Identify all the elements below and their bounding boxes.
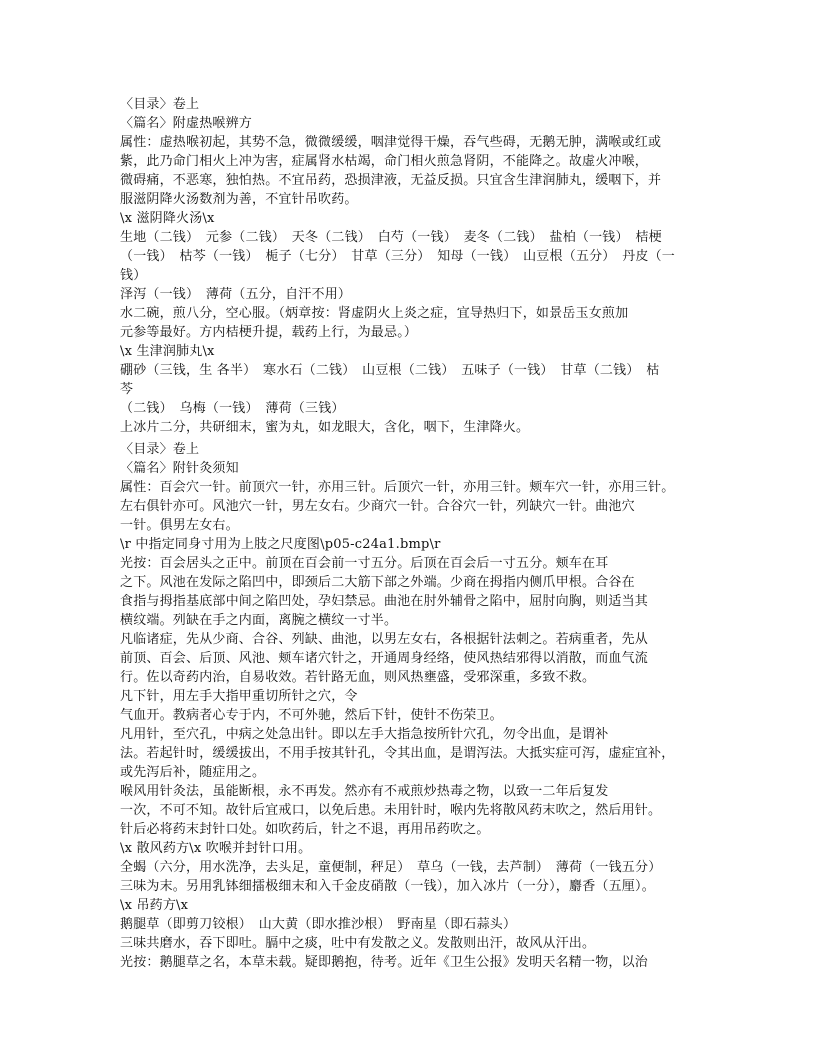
text-line: 一针。俱男左女右。: [120, 518, 239, 533]
text-line: 凡临诸症，先从少商、合谷、列缺、曲池，以男左女右，各根据针法刺之。若病重者，先从: [120, 632, 649, 647]
text-line: 泽泻（一钱） 薄荷（五分，自汗不用）: [120, 287, 352, 302]
text-line: 光按：百会居头之正中。前顶在百会前一寸五分。后顶在百会后一寸五分。颊车在耳: [120, 556, 609, 571]
text-line: （二钱） 乌梅（一钱） 薄荷（三钱）: [120, 401, 345, 416]
text-line: 〈目录〉卷上: [120, 442, 200, 457]
text-line: 光按：鹅腿草之名，本草未载。疑即鹅抱，待考。近年《卫生公报》发明天名精一物，以治: [120, 955, 649, 970]
text-line: 〈目录〉卷上: [120, 97, 200, 112]
text-line: \x 吊药方\x: [120, 898, 189, 913]
text-line: 服滋阴降火汤数剂为善，不宜针吊吹药。: [120, 192, 358, 207]
text-line: 三味共磨水，吞下即吐。膈中之痰，吐中有发散之义。发散则出汗，故风从汗出。: [120, 936, 596, 951]
text-line: 水二碗，煎八分，空心服。（炳章按：肾虚阴火上炎之症，宜导热归下，如景岳玉女煎加: [120, 306, 629, 321]
text-line: 气血开。教病者心专于内，不可外驰，然后下针，使针不伤荣卫。: [120, 708, 503, 723]
text-line: 一次，不可不知。故针后宜戒口，以免后患。未用针时，喉内先将散风药末吹之，然后用针。: [120, 803, 662, 818]
text-line: 全蝎（六分，用水洗净，去头足，童便制，秤足） 草乌（一钱，去芦制） 薄荷（一钱五分）: [120, 860, 662, 875]
text-line: 法。若起针时，缓缓拔出，不用手按其针孔，令其出血，是谓泻法。大抵实症可泻，虚症宜补，: [120, 746, 675, 761]
text-line: 或先泻后补，随症用之。: [120, 765, 266, 780]
text-line: 食指与拇指基底部中间之陷凹处，孕妇禁忌。曲池在肘外辅骨之陷中，屈肘向胸，则适当其: [120, 594, 649, 609]
text-line: 鹅腿草（即剪刀铰根） 山大黄（即水推沙根） 野南星（即石蒜头）: [120, 917, 517, 932]
text-line: 〈篇名〉附针灸须知: [120, 461, 239, 476]
text-line: 之下。风池在发际之陷凹中，即颈后二大筋下部之外端。少商在拇指内侧爪甲根。合谷在: [120, 575, 635, 590]
text-line: 凡用针，至穴孔，中病之处急出针。即以左手大指急按所针穴孔，勿令出血，是谓补: [120, 727, 609, 742]
text-line: 紫，此乃命门相火上冲为害，症属肾水枯竭，命门相火煎急肾阴，不能降之。故虚火冲喉，: [120, 154, 649, 169]
text-line: 行。佐以奇药内治，自易收效。若针路无血，则风热壅盛，受邪深重，多致不救。: [120, 670, 596, 685]
text-line: （一钱） 枯芩（一钱） 栀子（七分） 甘草（三分） 知母（一钱） 山豆根（五分） 丹皮（一: [120, 249, 676, 264]
text-line: 三味为末。另用乳钵细擂极细末和入千金皮硝散（一钱），加入冰片（一分），麝香（五厘）。: [120, 879, 655, 894]
text-line: 左右俱针亦可。风池穴一针，男左女右。少商穴一针。合谷穴一针，列缺穴一针。曲池穴: [120, 499, 635, 514]
text-line: \r 中指定同身寸用为上肢之尺度图\p05-c24a1.bmp\r: [120, 537, 441, 552]
text-line: 喉风用针灸法，虽能断根，永不再发。然亦有不戒煎炒热毒之物，以致一二年后复发: [120, 784, 609, 799]
text-line: 〈篇名〉附虚热喉辨方: [120, 116, 253, 131]
text-line: 钱）: [120, 268, 147, 283]
text-line: 芩: [120, 382, 134, 397]
text-line: 横纹端。列缺在手之内面，离腕之横纹一寸半。: [120, 613, 398, 628]
text-line: \x 滋阴降火汤\x: [120, 211, 215, 226]
text-line: 生地（二钱） 元参（二钱） 天冬（二钱） 白芍（一钱） 麦冬（二钱） 盐柏（一钱） 桔梗: [120, 230, 662, 245]
text-line: 微碍痛，不恶寒，独怕热。不宜吊药，恐损津液，无益反损。只宜含生津润肺丸，缓咽下，并: [120, 173, 662, 188]
text-line: 上冰片二分，共研细末，蜜为丸，如龙眼大，含化，咽下，生津降火。: [120, 420, 530, 435]
text-line: 属性：百会穴一针。前顶穴一针，亦用三针。后顶穴一针，亦用三针。颊车穴一针，亦用三针。: [120, 480, 675, 495]
text-line: 属性：虚热喉初起，其势不急，微微缓缓，咽津觉得干燥，吞气些碍，无鹅无肿，满喉或红或: [120, 135, 662, 150]
text-line: 元参等最好。方内桔梗升提，载药上行，为最忌。）: [120, 325, 418, 340]
text-line: \x 散风药方\x 吹喉并封针口用。: [120, 841, 312, 856]
section-acupuncture-notes: [120, 440, 700, 972]
text-line: 前顶、百会、后顶、风池、颊车诸穴针之，开通周身经络，使风热结邪得以消散，而血气流: [120, 651, 649, 666]
text-line: 硼砂（三钱，生 各半） 寒水石（二钱） 山豆根（二钱） 五味子（一钱） 甘草（二钱） 枯: [120, 363, 660, 378]
text-line: 凡下针，用左手大指甲重切所针之穴，令: [120, 689, 358, 704]
section-throat-heat-remedies: [120, 95, 700, 437]
text-line: \x 生津润肺丸\x: [120, 344, 215, 359]
text-line: 针后必将药末封针口处。如吹药后，针之不退，再用吊药吹之。: [120, 822, 490, 837]
